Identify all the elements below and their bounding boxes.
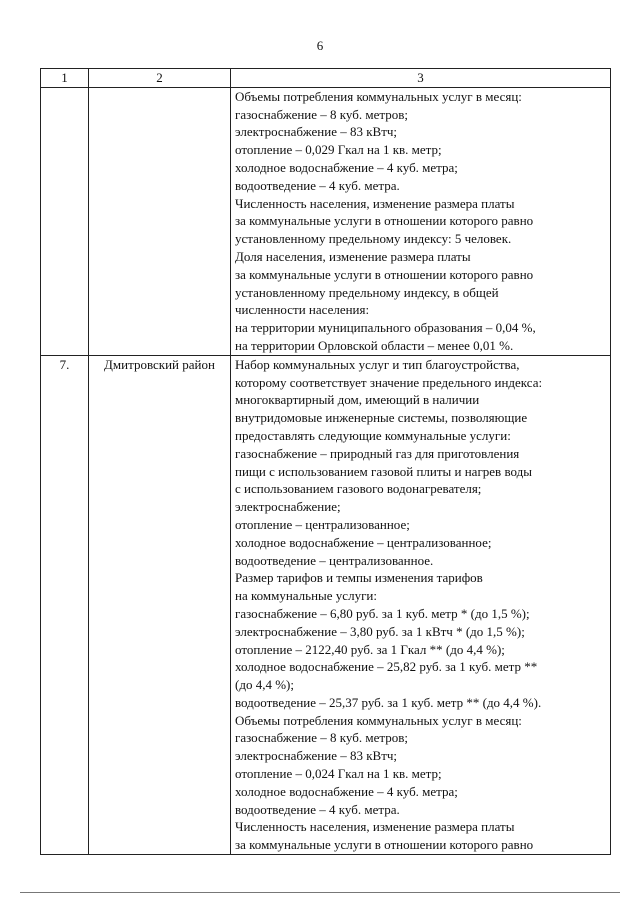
district-name (89, 87, 231, 355)
description-line: отопление – централизованное; (235, 516, 410, 532)
description-line: Доля населения, изменение размера платы (235, 248, 471, 264)
row-number: 7. (41, 355, 89, 854)
table-header-row (41, 69, 611, 88)
header-col-1: 1 (41, 69, 89, 88)
bottom-rule (20, 892, 620, 893)
description-line: за коммунальные услуги в отношении которого равно (235, 266, 534, 282)
description-line: Численность населения, изменение размера платы (235, 819, 515, 835)
description-line: водоотведение – централизованное. (235, 552, 434, 568)
description-line: холодное водоснабжение – 4 куб. метра; (235, 159, 458, 175)
description-line: на территории муниципального образования – 0,04 %, (235, 320, 536, 336)
description-line: пищи с использованием газовой плиты и нагрев воды (235, 463, 532, 479)
description-line: на коммунальные услуги: (235, 588, 377, 604)
description-line: Численность населения, изменение размера платы (235, 195, 515, 211)
description-line: которому соответствует значение предельного индекса: (235, 374, 543, 390)
description-line: водоотведение – 4 куб. метра. (235, 177, 400, 193)
description-line: электроснабжение – 83 кВтч; (235, 124, 398, 140)
row-number (41, 87, 89, 355)
description-line: Размер тарифов и темпы изменения тарифов (235, 570, 483, 586)
header-col-3: 3 (231, 69, 611, 88)
description-line: внутридомовые инженерные системы, позволяющие (235, 410, 528, 426)
description-line: холодное водоснабжение – 4 куб. метра; (235, 783, 458, 799)
page-number: 6 (316, 38, 324, 53)
description-line: за коммунальные услуги в отношении которого равно (235, 837, 534, 853)
description-line: на территории Орловской области – менее 0,01 %. (235, 337, 514, 353)
description-line: установленному предельному индексу: 5 человек. (235, 231, 512, 247)
description-line: электроснабжение – 83 кВтч; (235, 748, 398, 764)
row-description (231, 355, 611, 854)
description-line: отопление – 0,029 Гкал на 1 кв. метр; (235, 142, 442, 158)
description-line: холодное водоснабжение – 25,82 руб. за 1 куб. метр ** (235, 659, 538, 675)
description-line: численности населения: (235, 302, 370, 318)
description-line: Объемы потребления коммунальных услуг в месяц: (235, 712, 522, 728)
district-name: Дмитровский район (89, 355, 231, 854)
table-row-continued (41, 87, 611, 355)
table-row-7 (41, 355, 611, 854)
description-line: газоснабжение – природный газ для приготовления (235, 445, 520, 461)
description-line: Набор коммунальных услуг и тип благоустройства, (235, 356, 520, 372)
tariff-table (40, 68, 611, 855)
description-line: отопление – 0,024 Гкал на 1 кв. метр; (235, 766, 442, 782)
description-line: газоснабжение – 6,80 руб. за 1 куб. метр * (до 1,5 %); (235, 605, 530, 621)
description-line: установленному предельному индексу, в общей (235, 284, 499, 300)
description-line: электроснабжение – 3,80 руб. за 1 кВтч * (до 1,5 %); (235, 623, 525, 639)
description-line: Объемы потребления коммунальных услуг в месяц: (235, 88, 522, 104)
description-line: водоотведение – 25,37 руб. за 1 куб. метр ** (до 4,4 %). (235, 694, 542, 710)
description-line: многоквартирный дом, имеющий в наличии (235, 392, 480, 408)
description-line: холодное водоснабжение – централизованное; (235, 534, 492, 550)
description-line: отопление – 2122,40 руб. за 1 Гкал ** (до 4,4 %); (235, 641, 505, 657)
description-line: газоснабжение – 8 куб. метров; (235, 730, 408, 746)
row-description (231, 87, 611, 355)
description-line: за коммунальные услуги в отношении которого равно (235, 213, 534, 229)
description-line: газоснабжение – 8 куб. метров; (235, 106, 408, 122)
header-col-2: 2 (89, 69, 231, 88)
description-line: (до 4,4 %); (235, 677, 294, 693)
description-line: электроснабжение; (235, 499, 341, 515)
description-line: водоотведение – 4 куб. метра. (235, 801, 400, 817)
description-line: предоставлять следующие коммунальные услуги: (235, 427, 511, 443)
description-line: с использованием газового водонагревателя; (235, 481, 482, 497)
